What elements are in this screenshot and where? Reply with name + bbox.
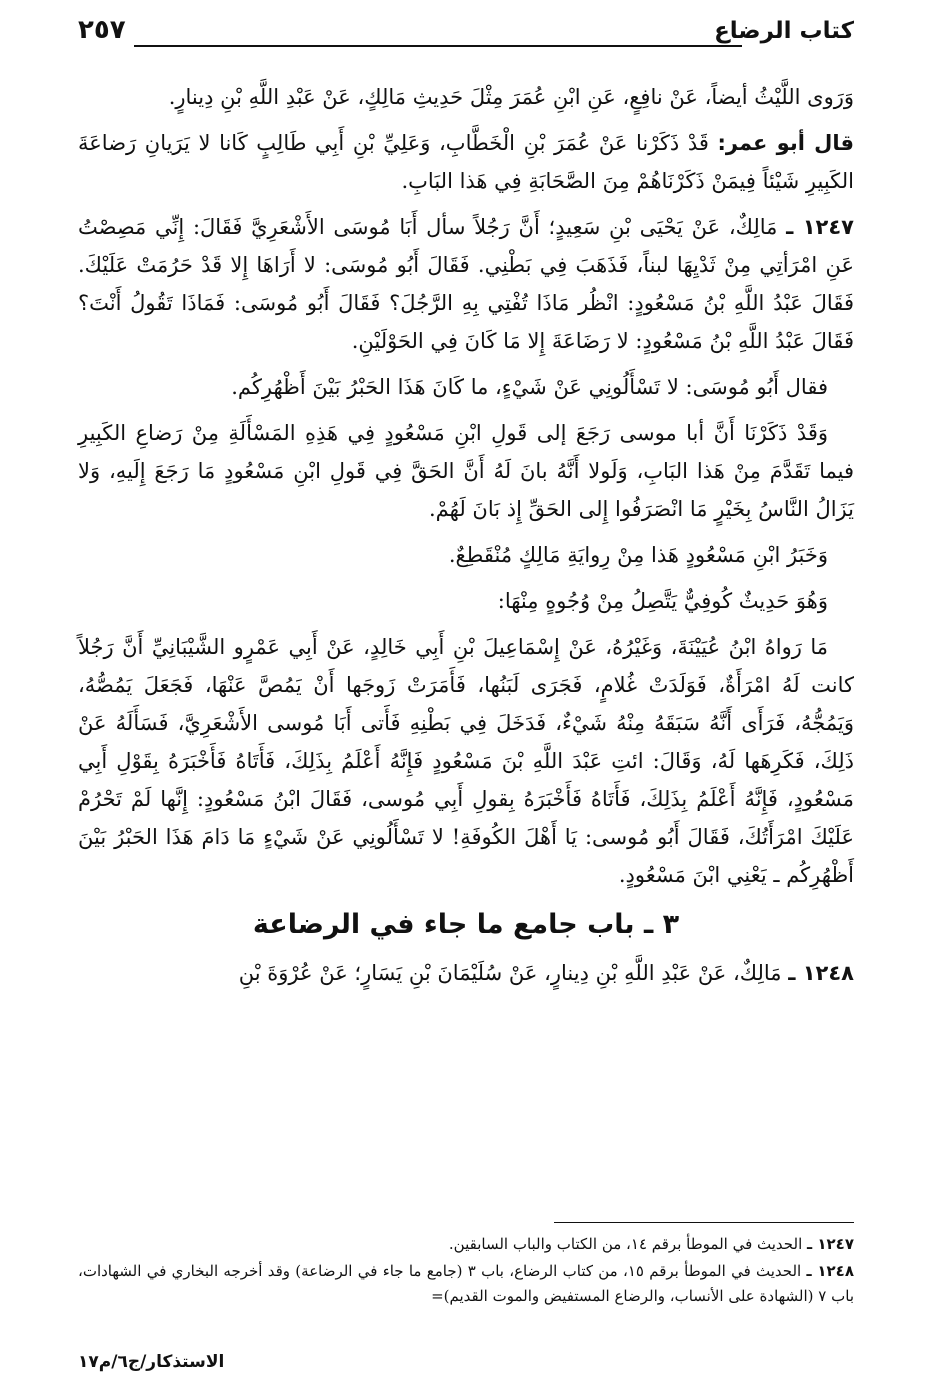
paragraph-1: وَرَوى اللَّيْثُ أيضاً، عَنْ نافِعٍ، عَنِ ابْنِ عُمَرَ مِثْلَ حَدِيثِ مَالِكٍ، عَنْ عَبْدِ اللَّهِ بْنِ دِينارٍ. xyxy=(168,85,854,109)
paragraph-5: وَقَدْ ذَكَرْنَا أَنَّ أبا موسى رَجَعَ إلى قَولِ ابْنِ مَسْعُودٍ فِي هَذِهِ المَسْأَلَةِ مِنْ رَضاعِ الكَبِيرِ فيما تَقَدَّمَ مِنْ هَذا البَابِ، وَلَولا أَنَّهُ بانَ لَهُ أَنَّ الحَقَّ فِي قَولِ ابْنِ مَسْعُودٍ مَا رَجَعَ إِلَيهِ، وَلا يَزَالُ النَّاسُ بِخَيْرٍ مَا انْصَرَفُوا إِلى الحَقِّ إِذ بَانَ لَهُمْ. xyxy=(78,421,854,521)
footnote-number: ١٢٤٨ ـ xyxy=(806,1262,854,1280)
hadith-number: ١٢٤٨ ـ xyxy=(788,961,854,985)
paragraph-7: وَهُوَ حَدِيثٌ كُوفِيٌّ يَتَّصِلُ مِنْ وُجُوهٍ مِنْهَا: xyxy=(497,589,828,613)
printer-signature: الاستذكار/ج٦/م١٧ xyxy=(78,1352,225,1372)
running-title: كتاب الرضاع xyxy=(714,18,854,44)
footnotes xyxy=(78,1232,854,1311)
page-number: ٢٥٧ xyxy=(78,15,126,45)
paragraph-8: مَا رَواهُ ابْنُ عُيَيْنَةَ، وَغَيْرُهُ، عَنْ إِسْمَاعِيلَ بْنِ أَبِي خَالِدٍ، عَنْ أَبِي عَمْرٍو الشَّيْبَانِيِّ أَنَّ رَجُلاً كانت لَهُ امْرَأَةٌ، فَوَلَدَتْ غُلامٍ، فَجَرَى لَبَنُها، فَأَمَرَتْ زَوجَها أَنْ يَمُصَّ عَنْهَا، فَجَعَلَ يَمُصُّهُ، وَيَمُجُّهُ، فَرَأَى أَنَّهُ سَبَقَهُ مِنْهُ شَيْءٌ، فَدَخَلَ فِي بَطْنِهِ فَأَتى أَبَا مُوسى الأَشْعَرِيَّ، فَسَأَلَهُ عَنْ ذَلِكَ، فَكَرِهَها لَهُ، وَقَالَ: ائتِ عَبْدَ اللَّهِ بْنَ مَسْعُودٍ فَإِنَّهُ أَعْلَمُ بِذَلِكَ، فَأَتَاهُ فَأَخْبَرَهُ بِقَوْلِ أَبِي مَسْعُودٍ، فَإِنَّهُ أَعْلَمُ بِذَلِكَ، فَأَتَاهُ فَأَخْبَرَهُ بِقولِ أَبِي مُوسى، فَقَالَ ابْنُ مَسْعُودٍ: إِنَّها لَمْ تَحْرُمْ عَلَيْكَ امْرَأَتُكَ، فَقَالَ أَبُو مُوسى: يَا أَهْلَ الكُوفَةِ! لا تَسْأَلُونِي عَنْ شَيْءٍ مَا دَامَ هَذَا الحَبْرُ بَيْنَ أَظْهُرِكُم ـ يَعْنِي ابْنَ مَسْعُودٍ. xyxy=(78,635,854,887)
footnote-1248: ١٢٤٨ ـ الحديث في الموطأ برقم ١٥، من كتاب الرضاع، باب ٣ (جامع ما جاء في الرضاعة) وقد أخرجه البخاري في الشهادات، باب ٧ (الشهادة على الأنساب، والرضاع المستفيض والموت القديم)= xyxy=(78,1262,854,1305)
footnote-rule xyxy=(554,1222,854,1223)
hadith-1248: ١٢٤٨ ـ مَالِكٌ، عَنْ عَبْدِ اللَّهِ بْنِ دِينارٍ، عَنْ سُلَيْمَانَ بْنِ يَسَارٍ؛ عَنْ عُرْوَةَ بْنِ xyxy=(238,961,854,985)
page-header xyxy=(78,14,854,50)
header-rule xyxy=(134,45,742,47)
section-heading: ٣ ـ باب جامع ما جاء في الرضاعة xyxy=(252,909,680,940)
paragraph-6: وَخَبَرُ ابْنِ مَسْعُودٍ هَذا مِنْ رِوايَةِ مَالِكٍ مُنْقَطِعٌ. xyxy=(448,543,828,567)
paragraph-4: فقال أَبُو مُوسَى: لا تَسْأَلُونِي عَنْ شَيْءٍ، ما كَانَ هَذَا الحَبْرُ بَيْنَ أَظْهُرِكُم. xyxy=(231,375,828,399)
hadith-number: ١٢٤٧ ـ xyxy=(786,215,854,239)
main-text xyxy=(78,78,854,1000)
footnote-1247: ١٢٤٧ ـ الحديث في الموطأ برقم ١٤، من الكتاب والباب السابقين. xyxy=(448,1235,854,1253)
hadith-1247: ١٢٤٧ ـ مَالِكٌ، عَنْ يَحْيَى بْنِ سَعِيدٍ؛ أَنَّ رَجُلاً سأل أَبَا مُوسَى الأَشْعَرِيَّ فَقَالَ: إِنِّي مَصِصْتُ عَنِ امْرَأتِي مِنْ ثَدْيِهَا لبناً، فَذَهَبَ فِي بَطْنِي. فَقَالَ أَبُو مُوسَى: لا أَرَاهَا إِلا قَدْ حَرُمَتْ عَلَيْكَ. فَقَالَ عَبْدُ اللَّهِ بْنُ مَسْعُودٍ: انْظُر مَاذَا تُفْتِي بِهِ الرَّجُلَ؟ فَقَالَ أَبُو مُوسَى: فَمَاذَا تَقُولُ أَنْتَ؟ فَقَالَ عَبْدُ اللَّهِ بْنُ مَسْعُودٍ: لا رَضَاعَةَ إِلا مَا كَانَ فِي الحَوْلَيْنِ. xyxy=(78,215,854,353)
speaker-lead: قال أبو عمر: xyxy=(717,131,854,155)
paragraph-2: قال أبو عمر: قَدْ ذَكَرْنا عَنْ عُمَرَ بْنِ الْخَطَّابِ، وَعَلِيِّ بْنِ أَبِي طَالِبٍ كَانا لا يَرَيانِ رَضاعَةَ الكَبِيرِ شَيْئاً فِيمَنْ ذَكَرْنَاهُمْ مِنَ الصَّحَابَةِ فِي هَذا البَابِ. xyxy=(78,131,854,193)
footnote-number: ١٢٤٧ ـ xyxy=(807,1235,854,1253)
